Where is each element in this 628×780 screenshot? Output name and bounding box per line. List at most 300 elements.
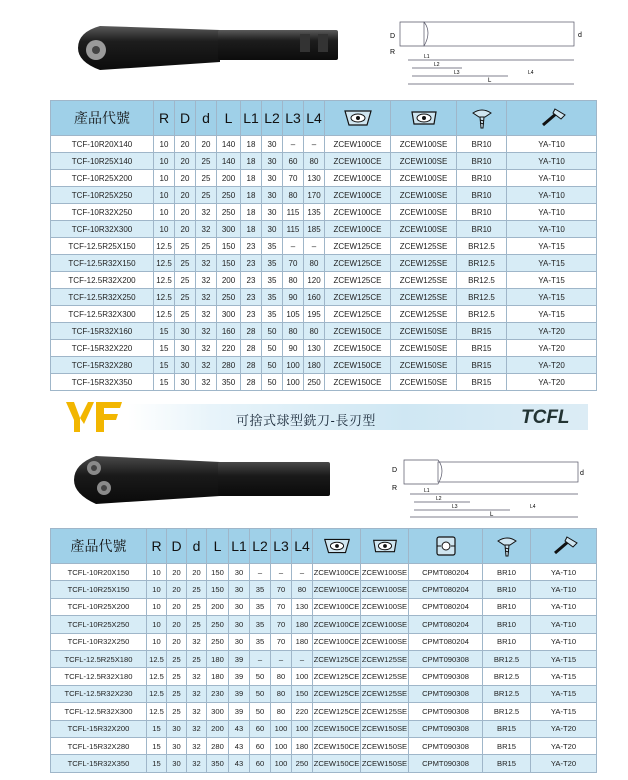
table-cell: 43 bbox=[229, 720, 250, 737]
table-header-row bbox=[51, 529, 597, 564]
table-cell: 35 bbox=[250, 598, 271, 615]
table-cell: 30 bbox=[175, 374, 196, 391]
table-cell: 18 bbox=[241, 221, 262, 238]
table-cell: ZCEW150SE bbox=[361, 720, 409, 737]
table-cell: 180 bbox=[304, 357, 325, 374]
table-cell: 30 bbox=[229, 564, 250, 581]
table-cell: 185 bbox=[304, 221, 325, 238]
table-cell: 32 bbox=[187, 737, 207, 754]
table-cell: 150 bbox=[207, 581, 229, 598]
table-cell: 250 bbox=[217, 187, 241, 204]
table-cell: 35 bbox=[250, 581, 271, 598]
table-cell: 20 bbox=[175, 136, 196, 153]
table-cell: BR10 bbox=[457, 153, 507, 170]
table-cell: – bbox=[250, 650, 271, 667]
table-cell: BR15 bbox=[457, 340, 507, 357]
table-cell: 30 bbox=[229, 633, 250, 650]
table-cell: 250 bbox=[217, 204, 241, 221]
table-cell: 23 bbox=[241, 272, 262, 289]
table-cell: ZCEW100SE bbox=[391, 153, 457, 170]
table-cell: ZCEW125SE bbox=[361, 703, 409, 720]
table-cell: 35 bbox=[262, 289, 283, 306]
table-row bbox=[51, 306, 597, 323]
table-cell: BR10 bbox=[457, 170, 507, 187]
table-cell: CPMT090308 bbox=[409, 755, 483, 772]
table-cell: 35 bbox=[262, 255, 283, 272]
table-cell: 32 bbox=[196, 221, 217, 238]
table-cell: 30 bbox=[262, 187, 283, 204]
product-code-cell: TCF-10R25X250 bbox=[51, 187, 154, 204]
table-cell: ZCEW100CE bbox=[325, 136, 391, 153]
table-cell: BR10 bbox=[457, 187, 507, 204]
table-cell: ZCEW100CE bbox=[313, 616, 361, 633]
table-cell: ZCEW150CE bbox=[313, 737, 361, 754]
table-cell: 70 bbox=[271, 616, 292, 633]
table-cell: YA-T10 bbox=[507, 204, 597, 221]
table-cell: ZCEW125SE bbox=[391, 238, 457, 255]
table-cell: 50 bbox=[250, 668, 271, 685]
table-cell: 50 bbox=[262, 374, 283, 391]
table-cell: ZCEW150SE bbox=[361, 737, 409, 754]
product-code-cell: TCF-10R20X140 bbox=[51, 136, 154, 153]
table-cell: ZCEW125CE bbox=[313, 685, 361, 702]
label-L1: L1 bbox=[424, 54, 430, 60]
table-cell: CPMT090308 bbox=[409, 668, 483, 685]
table-cell: 43 bbox=[229, 737, 250, 754]
table-cell: 18 bbox=[241, 153, 262, 170]
table-cell: 25 bbox=[187, 616, 207, 633]
table-cell: ZCEW150CE bbox=[325, 323, 391, 340]
table-cell: 25 bbox=[175, 272, 196, 289]
table-cell: 250 bbox=[207, 633, 229, 650]
col-header: L1 bbox=[241, 101, 262, 136]
table-cell: 25 bbox=[196, 238, 217, 255]
table-cell: CPMT080204 bbox=[409, 564, 483, 581]
spec-table-tcfl bbox=[50, 528, 597, 773]
table-cell: CPMT090308 bbox=[409, 703, 483, 720]
table-cell: 140 bbox=[217, 153, 241, 170]
table-cell: BR15 bbox=[457, 357, 507, 374]
table-row bbox=[51, 153, 597, 170]
table-cell: 32 bbox=[187, 668, 207, 685]
wrench-icon bbox=[537, 107, 567, 129]
table-cell: BR12.5 bbox=[483, 685, 531, 702]
table-cell: 135 bbox=[304, 204, 325, 221]
table-cell: 12.5 bbox=[154, 289, 175, 306]
table-cell: 60 bbox=[250, 720, 271, 737]
table-cell: 30 bbox=[167, 720, 187, 737]
table-cell: BR10 bbox=[457, 204, 507, 221]
table-cell: 28 bbox=[241, 374, 262, 391]
table-cell: 18 bbox=[241, 187, 262, 204]
table-cell: 30 bbox=[167, 737, 187, 754]
table-cell: 160 bbox=[217, 323, 241, 340]
table-cell: 90 bbox=[283, 340, 304, 357]
table-cell: 100 bbox=[271, 720, 292, 737]
table-cell: 250 bbox=[207, 616, 229, 633]
table-cell: ZCEW150SE bbox=[361, 755, 409, 772]
table-cell: 12.5 bbox=[147, 668, 167, 685]
table-cell: 32 bbox=[187, 703, 207, 720]
table-cell: 32 bbox=[196, 306, 217, 323]
table-cell: ZCEW100CE bbox=[325, 153, 391, 170]
table-cell: BR12.5 bbox=[457, 255, 507, 272]
table-cell: 39 bbox=[229, 703, 250, 720]
table-cell: 100 bbox=[292, 720, 313, 737]
table-row bbox=[51, 581, 597, 598]
table-cell: 30 bbox=[229, 598, 250, 615]
table-cell: 32 bbox=[196, 204, 217, 221]
table-cell: 35 bbox=[250, 616, 271, 633]
table-cell: 12.5 bbox=[154, 272, 175, 289]
table-row bbox=[51, 187, 597, 204]
table-row bbox=[51, 340, 597, 357]
table-cell: 180 bbox=[292, 616, 313, 633]
table-cell: 25 bbox=[175, 289, 196, 306]
col-header: L4 bbox=[304, 101, 325, 136]
table-cell: 150 bbox=[217, 255, 241, 272]
table-cell: ZCEW100CE bbox=[325, 187, 391, 204]
label-L: L bbox=[488, 78, 492, 84]
insert-se-icon bbox=[407, 107, 441, 129]
table-cell: ZCEW100SE bbox=[361, 598, 409, 615]
table-cell: 70 bbox=[283, 170, 304, 187]
product-code-cell: TCF-12.5R32X250 bbox=[51, 289, 154, 306]
table-cell: 23 bbox=[241, 306, 262, 323]
col-header: D bbox=[167, 529, 187, 564]
banner-code: TCFL bbox=[521, 407, 570, 428]
table-cell: YA-T10 bbox=[531, 616, 597, 633]
label-L3: L3 bbox=[452, 504, 458, 510]
table-cell: ZCEW100SE bbox=[361, 633, 409, 650]
table-cell: 20 bbox=[175, 153, 196, 170]
table-cell: 30 bbox=[262, 204, 283, 221]
table-cell: YA-T10 bbox=[531, 633, 597, 650]
table-cell: 30 bbox=[262, 136, 283, 153]
table-cell: 25 bbox=[175, 255, 196, 272]
label-L4: L4 bbox=[530, 504, 536, 510]
product-code-cell: TCFL-15R32X280 bbox=[51, 737, 147, 754]
label-d: d bbox=[580, 470, 584, 477]
table-cell: 23 bbox=[241, 255, 262, 272]
table-cell: ZCEW150CE bbox=[313, 720, 361, 737]
table-cell: 280 bbox=[207, 737, 229, 754]
tool-photo-tcf bbox=[70, 18, 340, 78]
table-cell: YA-T10 bbox=[507, 187, 597, 204]
table-cell: 20 bbox=[167, 616, 187, 633]
table-cell: 50 bbox=[262, 340, 283, 357]
label-d: d bbox=[578, 32, 582, 39]
table-cell: ZCEW150SE bbox=[391, 374, 457, 391]
table-cell: 105 bbox=[283, 306, 304, 323]
table-cell: 12.5 bbox=[147, 703, 167, 720]
product-code-cell: TCFL-12.5R25X180 bbox=[51, 650, 147, 667]
spec-table-tcf bbox=[50, 100, 597, 391]
table-cell: 32 bbox=[187, 633, 207, 650]
table-cell: ZCEW125SE bbox=[391, 289, 457, 306]
table-cell: YA-T10 bbox=[507, 153, 597, 170]
table-cell: ZCEW125CE bbox=[313, 703, 361, 720]
table-cell: 32 bbox=[187, 755, 207, 772]
label-L4: L4 bbox=[528, 70, 534, 76]
table-cell: YA-T15 bbox=[507, 289, 597, 306]
table-cell: 100 bbox=[283, 374, 304, 391]
table-cell: BR10 bbox=[483, 633, 531, 650]
table-cell: CPMT080204 bbox=[409, 633, 483, 650]
table-cell: 32 bbox=[196, 323, 217, 340]
table-cell: ZCEW100CE bbox=[325, 204, 391, 221]
table-cell: 32 bbox=[196, 289, 217, 306]
table-cell: ZCEW100CE bbox=[325, 221, 391, 238]
table-cell: 10 bbox=[147, 581, 167, 598]
table-cell: 32 bbox=[196, 374, 217, 391]
table-cell: 30 bbox=[175, 323, 196, 340]
table-cell: 60 bbox=[250, 755, 271, 772]
table-cell: 35 bbox=[262, 306, 283, 323]
table-cell: 25 bbox=[167, 685, 187, 702]
product-code-cell: TCFL-10R25X250 bbox=[51, 616, 147, 633]
table-cell: 43 bbox=[229, 755, 250, 772]
table-cell: 32 bbox=[187, 720, 207, 737]
table-cell: 20 bbox=[175, 204, 196, 221]
table-cell: YA-T15 bbox=[531, 650, 597, 667]
table-cell: 30 bbox=[262, 153, 283, 170]
table-row bbox=[51, 272, 597, 289]
table-cell: 23 bbox=[241, 289, 262, 306]
table-cell: 160 bbox=[304, 289, 325, 306]
table-cell: 80 bbox=[292, 581, 313, 598]
table-row bbox=[51, 755, 597, 772]
table-cell: 195 bbox=[304, 306, 325, 323]
table-cell: 25 bbox=[175, 238, 196, 255]
table-cell: 70 bbox=[283, 255, 304, 272]
table-cell: BR10 bbox=[483, 616, 531, 633]
table-cell: 25 bbox=[187, 598, 207, 615]
product-code-cell: TCF-12.5R32X150 bbox=[51, 255, 154, 272]
table-cell: 150 bbox=[292, 685, 313, 702]
product-code-cell: TCFL-12.5R32X230 bbox=[51, 685, 147, 702]
insert-ce-icon bbox=[341, 107, 375, 129]
table-cell: 140 bbox=[217, 136, 241, 153]
table-cell: – bbox=[292, 564, 313, 581]
table-row bbox=[51, 668, 597, 685]
table-cell: 230 bbox=[207, 685, 229, 702]
table-cell: 250 bbox=[304, 374, 325, 391]
table-cell: CPMT080204 bbox=[409, 616, 483, 633]
table-cell: 15 bbox=[154, 357, 175, 374]
table-cell: YA-T20 bbox=[507, 340, 597, 357]
table-cell: 115 bbox=[283, 221, 304, 238]
table-cell: 12.5 bbox=[154, 238, 175, 255]
table-cell: ZCEW100SE bbox=[361, 581, 409, 598]
table-cell: BR15 bbox=[483, 720, 531, 737]
product-code-cell: TCFL-15R32X200 bbox=[51, 720, 147, 737]
table-cell: ZCEW125CE bbox=[313, 650, 361, 667]
table-cell: ZCEW125SE bbox=[361, 685, 409, 702]
table-cell: 15 bbox=[154, 374, 175, 391]
table-row bbox=[51, 204, 597, 221]
table-cell: 25 bbox=[167, 668, 187, 685]
table-cell: 200 bbox=[217, 170, 241, 187]
col-header: D bbox=[175, 101, 196, 136]
table-cell: 20 bbox=[167, 598, 187, 615]
table-cell: ZCEW100SE bbox=[361, 564, 409, 581]
table-cell: 200 bbox=[207, 720, 229, 737]
table-cell: 30 bbox=[262, 170, 283, 187]
col-header: 產品代號 bbox=[51, 101, 154, 136]
product-code-cell: TCFL-12.5R32X300 bbox=[51, 703, 147, 720]
product-code-cell: TCFL-10R25X200 bbox=[51, 598, 147, 615]
table-cell: 115 bbox=[283, 204, 304, 221]
table-cell: YA-T20 bbox=[507, 357, 597, 374]
table-cell: 10 bbox=[147, 598, 167, 615]
table-cell: ZCEW125SE bbox=[391, 306, 457, 323]
table-cell: 280 bbox=[217, 357, 241, 374]
table-cell: 30 bbox=[175, 357, 196, 374]
table-cell: BR15 bbox=[483, 737, 531, 754]
product-code-cell: TCFL-10R25X150 bbox=[51, 581, 147, 598]
table-cell: 10 bbox=[147, 633, 167, 650]
table-cell: 300 bbox=[217, 221, 241, 238]
table-header-row bbox=[51, 101, 597, 136]
table-cell: 18 bbox=[241, 136, 262, 153]
table-cell: 50 bbox=[250, 703, 271, 720]
table-cell: 20 bbox=[196, 136, 217, 153]
table-cell: 80 bbox=[283, 187, 304, 204]
table-cell: 10 bbox=[154, 221, 175, 238]
table-cell: 100 bbox=[271, 737, 292, 754]
table-row bbox=[51, 374, 597, 391]
table-row bbox=[51, 633, 597, 650]
table-cell: 30 bbox=[229, 581, 250, 598]
table-row bbox=[51, 737, 597, 754]
table-cell: 25 bbox=[167, 703, 187, 720]
product-code-cell: TCF-15R32X350 bbox=[51, 374, 154, 391]
table-cell: 50 bbox=[250, 685, 271, 702]
label-L: L bbox=[490, 512, 494, 518]
table-cell: 80 bbox=[304, 153, 325, 170]
table-cell: 39 bbox=[229, 685, 250, 702]
col-header: L2 bbox=[250, 529, 271, 564]
table-cell: 25 bbox=[196, 170, 217, 187]
table-cell: 20 bbox=[167, 581, 187, 598]
table-cell: BR15 bbox=[457, 374, 507, 391]
wrench-icon bbox=[549, 535, 579, 557]
table-cell: 28 bbox=[241, 323, 262, 340]
table-row bbox=[51, 564, 597, 581]
product-code-cell: TCFL-15R32X350 bbox=[51, 755, 147, 772]
table-row bbox=[51, 238, 597, 255]
table-cell: BR10 bbox=[457, 221, 507, 238]
table-cell: YA-T15 bbox=[507, 255, 597, 272]
table-body bbox=[51, 564, 597, 773]
table-row bbox=[51, 221, 597, 238]
table-cell: 350 bbox=[207, 755, 229, 772]
col-header: d bbox=[187, 529, 207, 564]
table-cell: ZCEW125CE bbox=[325, 238, 391, 255]
table-cell: ZCEW150SE bbox=[391, 323, 457, 340]
col-header: L3 bbox=[283, 101, 304, 136]
col-header: L1 bbox=[229, 529, 250, 564]
table-cell: ZCEW100SE bbox=[391, 204, 457, 221]
product-code-cell: TCF-10R32X300 bbox=[51, 221, 154, 238]
table-cell: ZCEW125SE bbox=[361, 650, 409, 667]
table-cell: 28 bbox=[241, 340, 262, 357]
table-cell: 200 bbox=[217, 272, 241, 289]
table-cell: 80 bbox=[283, 323, 304, 340]
banner-title: 可捨式球型銑刀-長刃型 bbox=[236, 413, 376, 428]
brand-logo bbox=[62, 396, 126, 436]
col-header: L bbox=[207, 529, 229, 564]
table-cell: BR10 bbox=[483, 581, 531, 598]
table-cell: 220 bbox=[217, 340, 241, 357]
table-cell: YA-T15 bbox=[531, 685, 597, 702]
table-cell: CPMT090308 bbox=[409, 650, 483, 667]
table-cell: YA-T20 bbox=[531, 720, 597, 737]
table-cell: 15 bbox=[154, 340, 175, 357]
table-cell: 35 bbox=[262, 238, 283, 255]
table-row bbox=[51, 650, 597, 667]
table-cell: 30 bbox=[262, 221, 283, 238]
table-cell: 80 bbox=[271, 668, 292, 685]
table-cell: 100 bbox=[271, 755, 292, 772]
table-cell: BR15 bbox=[483, 755, 531, 772]
table-cell: 35 bbox=[250, 633, 271, 650]
product-code-cell: TCF-10R32X250 bbox=[51, 204, 154, 221]
label-D: D bbox=[392, 467, 398, 474]
table-cell: 150 bbox=[217, 238, 241, 255]
col-header: d bbox=[196, 101, 217, 136]
table-cell: 80 bbox=[271, 703, 292, 720]
table-cell: CPMT080204 bbox=[409, 581, 483, 598]
table-cell: ZCEW100SE bbox=[391, 170, 457, 187]
product-code-cell: TCF-15R32X280 bbox=[51, 357, 154, 374]
table-row bbox=[51, 720, 597, 737]
table-cell: ZCEW150SE bbox=[391, 340, 457, 357]
table-cell: 300 bbox=[217, 306, 241, 323]
table-cell: YA-T20 bbox=[531, 737, 597, 754]
table-cell: 220 bbox=[292, 703, 313, 720]
technical-drawing-tcf bbox=[388, 10, 588, 90]
table-cell: YA-T10 bbox=[531, 581, 597, 598]
table-cell: 250 bbox=[292, 755, 313, 772]
table-cell: 60 bbox=[283, 153, 304, 170]
table-cell: ZCEW100SE bbox=[391, 187, 457, 204]
table-row bbox=[51, 357, 597, 374]
table-cell: CPMT090308 bbox=[409, 685, 483, 702]
technical-drawing-tcfl bbox=[390, 450, 590, 520]
table-row bbox=[51, 616, 597, 633]
table-cell: ZCEW150CE bbox=[325, 374, 391, 391]
table-cell: 30 bbox=[167, 755, 187, 772]
table-row bbox=[51, 323, 597, 340]
product-code-cell: TCF-12.5R32X200 bbox=[51, 272, 154, 289]
table-cell: 10 bbox=[147, 564, 167, 581]
product-code-cell: TCF-12.5R32X300 bbox=[51, 306, 154, 323]
table-cell: 12.5 bbox=[147, 685, 167, 702]
table-cell: 120 bbox=[304, 272, 325, 289]
table-cell: 200 bbox=[207, 598, 229, 615]
table-cell: 20 bbox=[187, 564, 207, 581]
product-code-cell: TCF-15R32X160 bbox=[51, 323, 154, 340]
table-cell: ZCEW100SE bbox=[361, 616, 409, 633]
table-row bbox=[51, 685, 597, 702]
table-body bbox=[51, 136, 597, 391]
table-cell: – bbox=[271, 564, 292, 581]
table-cell: 25 bbox=[167, 650, 187, 667]
table-cell: BR12.5 bbox=[457, 306, 507, 323]
table-cell: 80 bbox=[271, 685, 292, 702]
